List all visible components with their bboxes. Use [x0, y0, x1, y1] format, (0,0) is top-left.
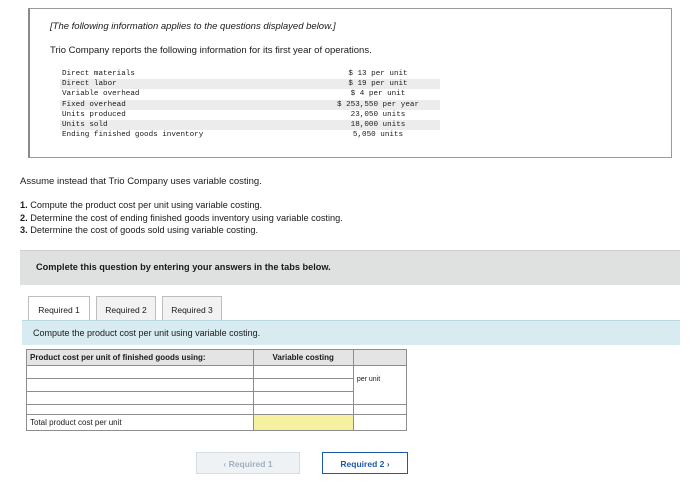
cost-data-value: $ 4 per unit [350, 90, 406, 99]
cost-data-row [60, 89, 440, 99]
cost-data-value: $ 13 per unit [348, 70, 408, 78]
cost-data-value: 18,000 units [316, 120, 440, 130]
cost-data-row [60, 120, 440, 130]
info-box [28, 8, 672, 158]
question-item: 3. Determine the cost of goods sold using variable costing. [20, 225, 259, 235]
next-button[interactable]: Required 2 › [322, 452, 408, 474]
question-list [20, 199, 343, 237]
cost-data-label: Direct labor [60, 79, 316, 89]
cost-component-input-1[interactable] [27, 366, 254, 379]
answer-header-col: Variable costing [253, 350, 353, 366]
answer-header-label: Product cost per unit of finished goods using: [27, 350, 254, 366]
cost-data-label: Units sold [60, 120, 316, 130]
cost-amount-input-4[interactable] [253, 405, 353, 415]
total-unit-cell [353, 415, 406, 431]
cost-amount-input-1[interactable] [253, 366, 353, 379]
tab-required-3[interactable]: Required 3 [162, 296, 222, 322]
info-intro: Trio Company reports the following information for its first year of operations. [50, 45, 372, 56]
cost-data-row [60, 69, 440, 79]
assumption-text: Assume instead that Trio Company uses variable costing. [20, 176, 262, 187]
question-item: 2. Determine the cost of ending finished goods inventory using variable costing. [20, 212, 343, 223]
cost-data-table [60, 69, 440, 140]
tab-required-2[interactable]: Required 2 [96, 296, 156, 322]
unit-label-cell: per unit [353, 366, 406, 405]
cost-data-label: Units produced [62, 110, 126, 119]
cost-data-label: Variable overhead [62, 90, 140, 99]
cost-data-label: Ending finished goods inventory [62, 131, 204, 140]
cost-data-value: 5,050 units [352, 131, 404, 140]
cost-component-input-4[interactable] [27, 405, 254, 415]
cost-data-value: $ 19 per unit [316, 79, 440, 89]
total-label: Total product cost per unit [27, 415, 254, 431]
cost-data-row [60, 79, 440, 89]
cost-data-row [60, 110, 440, 120]
unit-empty-cell [353, 405, 406, 415]
previous-button[interactable]: ‹ Required 1 [196, 452, 300, 474]
section-instruction: Compute the product cost per unit using variable costing. [33, 328, 261, 338]
section-instruction-bar [22, 320, 680, 345]
answer-header-empty [353, 350, 406, 366]
cost-component-input-3[interactable] [27, 392, 254, 405]
total-cost-input[interactable] [253, 415, 353, 431]
cost-amount-input-3[interactable] [253, 392, 353, 405]
chevron-left-icon: ‹ [223, 459, 227, 469]
question-item: 1. Compute the product cost per unit using variable costing. [20, 200, 263, 210]
cost-data-label: Fixed overhead [60, 100, 316, 110]
cost-data-value: 23,050 units [350, 110, 406, 119]
cost-amount-input-2[interactable] [253, 379, 353, 392]
complete-instructions: Complete this question by entering your answers in the tabs below. [36, 262, 331, 272]
complete-instructions-bar [20, 250, 680, 285]
answer-table [26, 349, 407, 431]
cost-data-row [60, 130, 440, 140]
cost-data-row [60, 100, 440, 110]
cost-component-input-2[interactable] [27, 379, 254, 392]
cost-data-value: $ 253,550 per year [316, 100, 440, 110]
chevron-right-icon: › [386, 459, 390, 469]
tab-required-1[interactable]: Required 1 [28, 296, 90, 322]
cost-data-label: Direct materials [62, 70, 135, 78]
info-note: [The following information applies to the questions displayed below.] [50, 21, 336, 32]
